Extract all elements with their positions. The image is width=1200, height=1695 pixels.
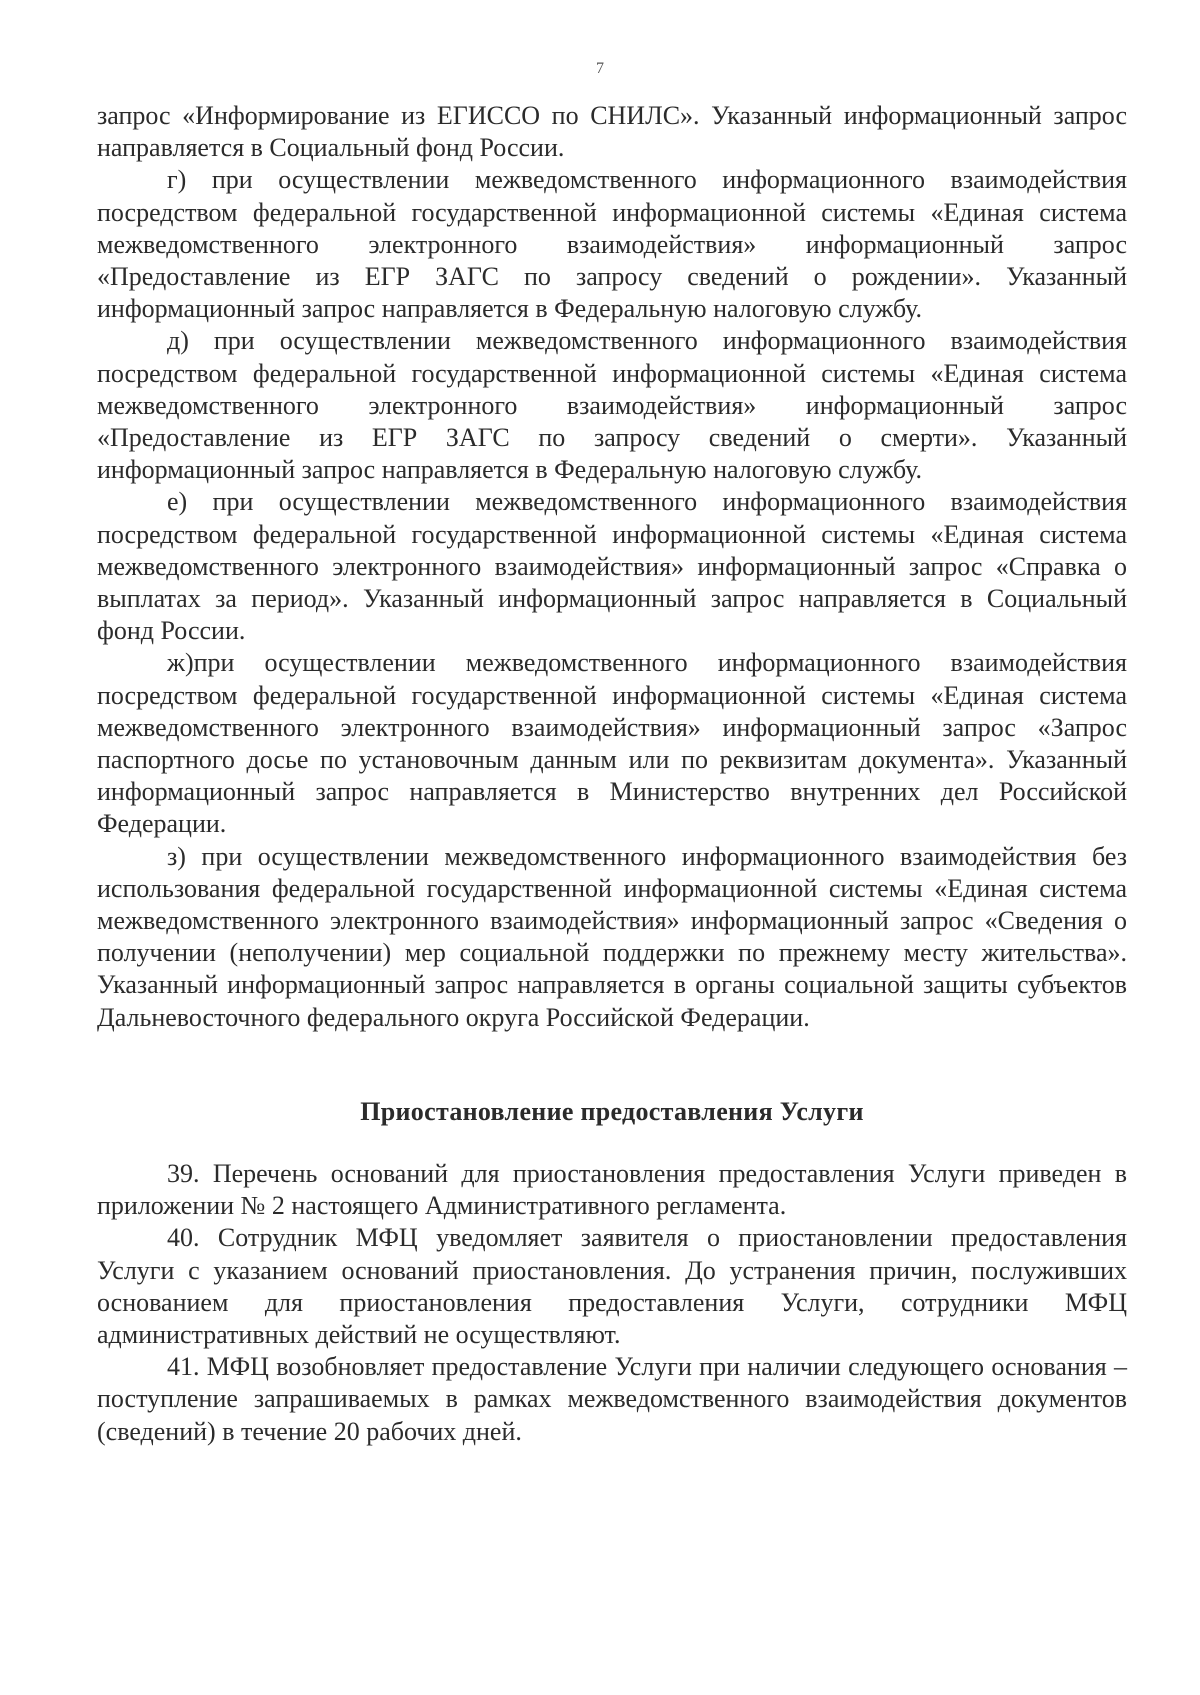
paragraph-40: 40. Сотрудник МФЦ уведомляет заявителя о приостановлении предоставления Услуги с указанием оснований приостановления. До устранения причин, послуживших основанием для приостановления предоставления Услуги, сотрудники МФЦ административных действий не осуществляют. <box>97 1223 1127 1349</box>
paragraph-item-zh: ж)при осуществлении межведомственного информационного взаимодействия посредством федеральной государственной информационной системы «Единая система межведомственного электронного взаимодействия» информационный запрос «Запрос паспортного досье по установочным данным или по реквизитам документа». Указанный информационный запрос направляется в Министерство внутренних дел Российской Федерации. <box>97 648 1127 839</box>
paragraph-item-g: г) при осуществлении межведомственного информационного взаимодействия посредством федеральной государственной информационной системы «Единая система межведомственного электронного взаимодействия» информационный запрос «Предоставление из ЕГР ЗАГС по запросу сведений о рождении». Указанный информационный запрос направляется в Федеральную налоговую службу. <box>97 165 1127 324</box>
paragraph-continuation: запрос «Информирование из ЕГИССО по СНИЛС». Указанный информационный запрос направляется в Социальный фонд России. <box>97 101 1127 163</box>
paragraph-39: 39. Перечень оснований для приостановления предоставления Услуги приведен в приложении № 2 настоящего Административного регламента. <box>97 1158 1127 1221</box>
paragraph-41: 41. МФЦ возобновляет предоставление Услуги при наличии следующего основания – поступление запрашиваемых в рамках межведомственного взаимодействия документов (сведений) в течение 20 рабочих дней. <box>97 1352 1127 1446</box>
paragraph-item-e: е) при осуществлении межведомственного информационного взаимодействия посредством федеральной государственной информационной системы «Единая система межведомственного электронного взаимодействия» информационный запрос «Справка о выплатах за период». Указанный информационный запрос направляется в Социальный фонд России. <box>97 487 1127 646</box>
paragraph-item-d: д) при осуществлении межведомственного информационного взаимодействия посредством федеральной государственной информационной системы «Единая система межведомственного электронного взаимодействия» информационный запрос «Предоставление из ЕГР ЗАГС по запросу сведений о смерти». Указанный информационный запрос направляется в Федеральную налоговую службу. <box>97 326 1127 485</box>
section-heading: Приостановление предоставления Услуги <box>360 1096 864 1126</box>
page-number: 7 <box>596 60 604 77</box>
paragraph-item-z: з) при осуществлении межведомственного информационного взаимодействия без использования федеральной государственной информационной системы «Единая система межведомственного электронного взаимодействия» информационный запрос «Сведения о получении (неполучении) мер социальной поддержки по прежнему месту жительства». Указанный информационный запрос направляется в органы социальной защиты субъектов Дальневосточного федерального округа Российской Федерации. <box>97 841 1127 1032</box>
document-body <box>97 100 1127 1448</box>
